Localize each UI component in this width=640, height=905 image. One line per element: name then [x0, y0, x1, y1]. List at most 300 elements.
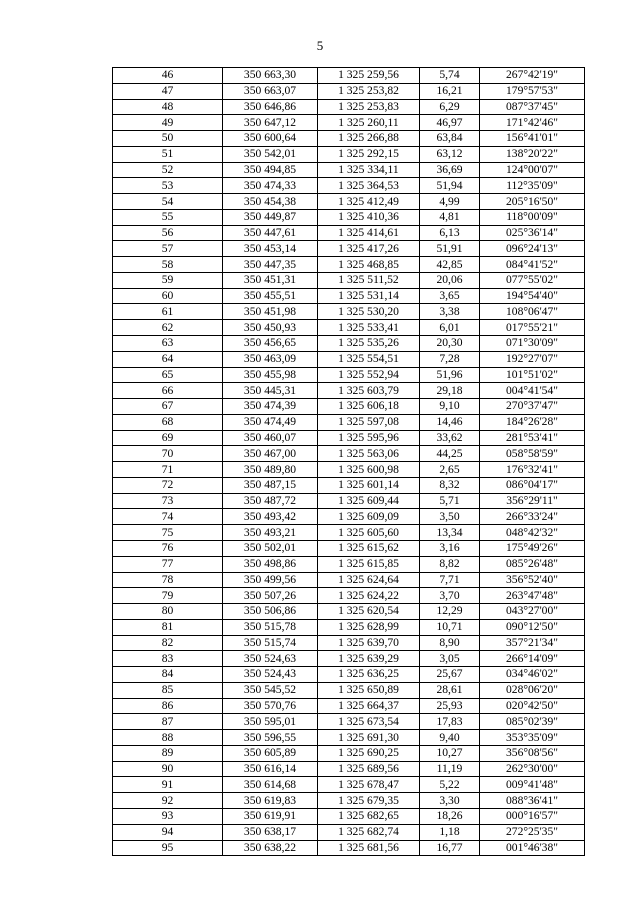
distance-cell: 36,69 — [420, 162, 480, 178]
table-row — [113, 304, 585, 320]
table-row — [113, 272, 585, 288]
point-number-cell: 71 — [113, 462, 223, 478]
bearing-cell: 058°58'59" — [480, 446, 585, 462]
table-row — [113, 115, 585, 131]
distance-cell: 3,05 — [420, 651, 480, 667]
x-coordinate-cell: 350 451,31 — [223, 272, 318, 288]
distance-cell: 2,65 — [420, 462, 480, 478]
point-number-cell: 70 — [113, 446, 223, 462]
bearing-cell: 184°26'28" — [480, 414, 585, 430]
y-coordinate-cell: 1 325 609,44 — [318, 493, 420, 509]
table-row — [113, 793, 585, 809]
x-coordinate-cell: 350 494,85 — [223, 162, 318, 178]
point-number-cell: 48 — [113, 99, 223, 115]
bearing-cell: 028°06'20" — [480, 682, 585, 698]
table-row — [113, 698, 585, 714]
y-coordinate-cell: 1 325 673,54 — [318, 714, 420, 730]
bearing-cell: 090°12'50" — [480, 619, 585, 635]
x-coordinate-cell: 350 646,86 — [223, 99, 318, 115]
x-coordinate-cell: 350 542,01 — [223, 146, 318, 162]
bearing-cell: 124°00'07" — [480, 162, 585, 178]
distance-cell: 6,29 — [420, 99, 480, 115]
bearing-cell: 357°21'34" — [480, 635, 585, 651]
distance-cell: 16,77 — [420, 840, 480, 856]
distance-cell: 5,74 — [420, 68, 480, 84]
distance-cell: 4,81 — [420, 209, 480, 225]
bearing-cell: 176°32'41" — [480, 462, 585, 478]
point-number-cell: 63 — [113, 336, 223, 352]
bearing-cell: 156°41'01" — [480, 131, 585, 147]
point-number-cell: 90 — [113, 761, 223, 777]
y-coordinate-cell: 1 325 682,65 — [318, 808, 420, 824]
point-number-cell: 86 — [113, 698, 223, 714]
table-row — [113, 351, 585, 367]
table-row — [113, 99, 585, 115]
x-coordinate-cell: 350 450,93 — [223, 320, 318, 336]
distance-cell: 20,30 — [420, 336, 480, 352]
y-coordinate-cell: 1 325 624,22 — [318, 588, 420, 604]
bearing-cell: 000°16'57" — [480, 808, 585, 824]
x-coordinate-cell: 350 619,91 — [223, 808, 318, 824]
y-coordinate-cell: 1 325 603,79 — [318, 383, 420, 399]
table-row — [113, 525, 585, 541]
bearing-cell: 171°42'46" — [480, 115, 585, 131]
distance-cell: 7,71 — [420, 572, 480, 588]
table-row — [113, 635, 585, 651]
point-number-cell: 95 — [113, 840, 223, 856]
x-coordinate-cell: 350 638,22 — [223, 840, 318, 856]
point-number-cell: 92 — [113, 793, 223, 809]
distance-cell: 8,82 — [420, 556, 480, 572]
bearing-cell: 084°41'52" — [480, 257, 585, 273]
coordinates-table-body — [113, 68, 585, 856]
point-number-cell: 58 — [113, 257, 223, 273]
y-coordinate-cell: 1 325 620,54 — [318, 604, 420, 620]
point-number-cell: 91 — [113, 777, 223, 793]
point-number-cell: 87 — [113, 714, 223, 730]
point-number-cell: 84 — [113, 667, 223, 683]
distance-cell: 9,10 — [420, 399, 480, 415]
y-coordinate-cell: 1 325 606,18 — [318, 399, 420, 415]
y-coordinate-cell: 1 325 260,11 — [318, 115, 420, 131]
x-coordinate-cell: 350 456,65 — [223, 336, 318, 352]
bearing-cell: 356°08'56" — [480, 745, 585, 761]
table-row — [113, 446, 585, 462]
bearing-cell: 004°41'54" — [480, 383, 585, 399]
y-coordinate-cell: 1 325 417,26 — [318, 241, 420, 257]
y-coordinate-cell: 1 325 468,85 — [318, 257, 420, 273]
y-coordinate-cell: 1 325 292,15 — [318, 146, 420, 162]
x-coordinate-cell: 350 507,26 — [223, 588, 318, 604]
y-coordinate-cell: 1 325 253,83 — [318, 99, 420, 115]
bearing-cell: 175°49'26" — [480, 540, 585, 556]
bearing-cell: 266°14'09" — [480, 651, 585, 667]
table-row — [113, 162, 585, 178]
table-row — [113, 509, 585, 525]
point-number-cell: 53 — [113, 178, 223, 194]
table-row — [113, 667, 585, 683]
y-coordinate-cell: 1 325 533,41 — [318, 320, 420, 336]
x-coordinate-cell: 350 545,52 — [223, 682, 318, 698]
table-row — [113, 588, 585, 604]
bearing-cell: 138°20'22" — [480, 146, 585, 162]
bearing-cell: 263°47'48" — [480, 588, 585, 604]
point-number-cell: 76 — [113, 540, 223, 556]
table-row — [113, 178, 585, 194]
point-number-cell: 54 — [113, 194, 223, 210]
y-coordinate-cell: 1 325 615,62 — [318, 540, 420, 556]
bearing-cell: 353°35'09" — [480, 730, 585, 746]
y-coordinate-cell: 1 325 679,35 — [318, 793, 420, 809]
bearing-cell: 071°30'09" — [480, 336, 585, 352]
distance-cell: 8,32 — [420, 477, 480, 493]
x-coordinate-cell: 350 489,80 — [223, 462, 318, 478]
point-number-cell: 85 — [113, 682, 223, 698]
point-number-cell: 56 — [113, 225, 223, 241]
point-number-cell: 52 — [113, 162, 223, 178]
y-coordinate-cell: 1 325 554,51 — [318, 351, 420, 367]
y-coordinate-cell: 1 325 552,94 — [318, 367, 420, 383]
x-coordinate-cell: 350 455,51 — [223, 288, 318, 304]
distance-cell: 3,70 — [420, 588, 480, 604]
x-coordinate-cell: 350 616,14 — [223, 761, 318, 777]
y-coordinate-cell: 1 325 639,70 — [318, 635, 420, 651]
point-number-cell: 67 — [113, 399, 223, 415]
bearing-cell: 192°27'07" — [480, 351, 585, 367]
point-number-cell: 61 — [113, 304, 223, 320]
x-coordinate-cell: 350 449,87 — [223, 209, 318, 225]
distance-cell: 5,22 — [420, 777, 480, 793]
distance-cell: 42,85 — [420, 257, 480, 273]
distance-cell: 25,93 — [420, 698, 480, 714]
x-coordinate-cell: 350 463,09 — [223, 351, 318, 367]
y-coordinate-cell: 1 325 690,25 — [318, 745, 420, 761]
table-row — [113, 604, 585, 620]
distance-cell: 51,94 — [420, 178, 480, 194]
distance-cell: 10,27 — [420, 745, 480, 761]
table-row — [113, 288, 585, 304]
point-number-cell: 60 — [113, 288, 223, 304]
y-coordinate-cell: 1 325 636,25 — [318, 667, 420, 683]
distance-cell: 16,21 — [420, 83, 480, 99]
point-number-cell: 73 — [113, 493, 223, 509]
x-coordinate-cell: 350 515,78 — [223, 619, 318, 635]
x-coordinate-cell: 350 499,56 — [223, 572, 318, 588]
point-number-cell: 47 — [113, 83, 223, 99]
bearing-cell: 085°02'39" — [480, 714, 585, 730]
table-row — [113, 320, 585, 336]
y-coordinate-cell: 1 325 678,47 — [318, 777, 420, 793]
y-coordinate-cell: 1 325 601,14 — [318, 477, 420, 493]
distance-cell: 3,30 — [420, 793, 480, 809]
x-coordinate-cell: 350 445,31 — [223, 383, 318, 399]
point-number-cell: 82 — [113, 635, 223, 651]
x-coordinate-cell: 350 595,01 — [223, 714, 318, 730]
distance-cell: 12,29 — [420, 604, 480, 620]
table-row — [113, 777, 585, 793]
x-coordinate-cell: 350 570,76 — [223, 698, 318, 714]
distance-cell: 7,28 — [420, 351, 480, 367]
bearing-cell: 088°36'41" — [480, 793, 585, 809]
x-coordinate-cell: 350 498,86 — [223, 556, 318, 572]
x-coordinate-cell: 350 515,74 — [223, 635, 318, 651]
distance-cell: 4,99 — [420, 194, 480, 210]
table-row — [113, 714, 585, 730]
y-coordinate-cell: 1 325 597,08 — [318, 414, 420, 430]
bearing-cell: 194°54'40" — [480, 288, 585, 304]
point-number-cell: 65 — [113, 367, 223, 383]
distance-cell: 6,13 — [420, 225, 480, 241]
point-number-cell: 66 — [113, 383, 223, 399]
distance-cell: 8,90 — [420, 635, 480, 651]
bearing-cell: 077°55'02" — [480, 272, 585, 288]
y-coordinate-cell: 1 325 628,99 — [318, 619, 420, 635]
table-row — [113, 68, 585, 84]
y-coordinate-cell: 1 325 414,61 — [318, 225, 420, 241]
bearing-cell: 048°42'32" — [480, 525, 585, 541]
point-number-cell: 80 — [113, 604, 223, 620]
point-number-cell: 62 — [113, 320, 223, 336]
y-coordinate-cell: 1 325 266,88 — [318, 131, 420, 147]
y-coordinate-cell: 1 325 624,64 — [318, 572, 420, 588]
distance-cell: 14,46 — [420, 414, 480, 430]
table-row — [113, 131, 585, 147]
x-coordinate-cell: 350 596,55 — [223, 730, 318, 746]
x-coordinate-cell: 350 460,07 — [223, 430, 318, 446]
bearing-cell: 086°04'17" — [480, 477, 585, 493]
bearing-cell: 101°51'02" — [480, 367, 585, 383]
y-coordinate-cell: 1 325 682,74 — [318, 824, 420, 840]
table-row — [113, 462, 585, 478]
point-number-cell: 57 — [113, 241, 223, 257]
table-row — [113, 336, 585, 352]
table-row — [113, 209, 585, 225]
bearing-cell: 270°37'47" — [480, 399, 585, 415]
y-coordinate-cell: 1 325 691,30 — [318, 730, 420, 746]
bearing-cell: 356°52'40" — [480, 572, 585, 588]
bearing-cell: 262°30'00" — [480, 761, 585, 777]
x-coordinate-cell: 350 619,83 — [223, 793, 318, 809]
y-coordinate-cell: 1 325 689,56 — [318, 761, 420, 777]
x-coordinate-cell: 350 614,68 — [223, 777, 318, 793]
x-coordinate-cell: 350 474,49 — [223, 414, 318, 430]
bearing-cell: 272°25'35" — [480, 824, 585, 840]
point-number-cell: 93 — [113, 808, 223, 824]
point-number-cell: 59 — [113, 272, 223, 288]
bearing-cell: 017°55'21" — [480, 320, 585, 336]
x-coordinate-cell: 350 455,98 — [223, 367, 318, 383]
table-row — [113, 682, 585, 698]
distance-cell: 51,96 — [420, 367, 480, 383]
point-number-cell: 68 — [113, 414, 223, 430]
point-number-cell: 89 — [113, 745, 223, 761]
x-coordinate-cell: 350 524,63 — [223, 651, 318, 667]
distance-cell: 3,65 — [420, 288, 480, 304]
point-number-cell: 88 — [113, 730, 223, 746]
table-row — [113, 808, 585, 824]
distance-cell: 17,83 — [420, 714, 480, 730]
distance-cell: 29,18 — [420, 383, 480, 399]
table-row — [113, 840, 585, 856]
bearing-cell: 096°24'13" — [480, 241, 585, 257]
y-coordinate-cell: 1 325 563,06 — [318, 446, 420, 462]
table-row — [113, 83, 585, 99]
y-coordinate-cell: 1 325 259,56 — [318, 68, 420, 84]
x-coordinate-cell: 350 447,35 — [223, 257, 318, 273]
bearing-cell: 087°37'45" — [480, 99, 585, 115]
table-row — [113, 824, 585, 840]
bearing-cell: 266°33'24" — [480, 509, 585, 525]
x-coordinate-cell: 350 474,33 — [223, 178, 318, 194]
table-row — [113, 730, 585, 746]
distance-cell: 63,84 — [420, 131, 480, 147]
y-coordinate-cell: 1 325 639,29 — [318, 651, 420, 667]
y-coordinate-cell: 1 325 605,60 — [318, 525, 420, 541]
table-row — [113, 241, 585, 257]
x-coordinate-cell: 350 493,21 — [223, 525, 318, 541]
x-coordinate-cell: 350 600,64 — [223, 131, 318, 147]
table-row — [113, 651, 585, 667]
x-coordinate-cell: 350 605,89 — [223, 745, 318, 761]
point-number-cell: 74 — [113, 509, 223, 525]
x-coordinate-cell: 350 524,43 — [223, 667, 318, 683]
point-number-cell: 83 — [113, 651, 223, 667]
point-number-cell: 79 — [113, 588, 223, 604]
distance-cell: 11,19 — [420, 761, 480, 777]
bearing-cell: 009°41'48" — [480, 777, 585, 793]
y-coordinate-cell: 1 325 609,09 — [318, 509, 420, 525]
table-row — [113, 367, 585, 383]
x-coordinate-cell: 350 506,86 — [223, 604, 318, 620]
x-coordinate-cell: 350 474,39 — [223, 399, 318, 415]
bearing-cell: 205°16'50" — [480, 194, 585, 210]
distance-cell: 3,16 — [420, 540, 480, 556]
point-number-cell: 94 — [113, 824, 223, 840]
table-row — [113, 619, 585, 635]
table-row — [113, 194, 585, 210]
point-number-cell: 72 — [113, 477, 223, 493]
bearing-cell: 179°57'53" — [480, 83, 585, 99]
point-number-cell: 50 — [113, 131, 223, 147]
y-coordinate-cell: 1 325 600,98 — [318, 462, 420, 478]
y-coordinate-cell: 1 325 650,89 — [318, 682, 420, 698]
bearing-cell: 112°35'09" — [480, 178, 585, 194]
table-row — [113, 414, 585, 430]
bearing-cell: 356°29'11" — [480, 493, 585, 509]
distance-cell: 3,38 — [420, 304, 480, 320]
bearing-cell: 025°36'14" — [480, 225, 585, 241]
x-coordinate-cell: 350 493,42 — [223, 509, 318, 525]
y-coordinate-cell: 1 325 334,11 — [318, 162, 420, 178]
bearing-cell: 267°42'19" — [480, 68, 585, 84]
point-number-cell: 69 — [113, 430, 223, 446]
point-number-cell: 78 — [113, 572, 223, 588]
y-coordinate-cell: 1 325 664,37 — [318, 698, 420, 714]
distance-cell: 33,62 — [420, 430, 480, 446]
x-coordinate-cell: 350 638,17 — [223, 824, 318, 840]
table-row — [113, 493, 585, 509]
y-coordinate-cell: 1 325 364,53 — [318, 178, 420, 194]
distance-cell: 28,61 — [420, 682, 480, 698]
coordinates-table — [112, 67, 585, 856]
table-row — [113, 225, 585, 241]
table-row — [113, 761, 585, 777]
distance-cell: 18,26 — [420, 808, 480, 824]
point-number-cell: 77 — [113, 556, 223, 572]
y-coordinate-cell: 1 325 253,82 — [318, 83, 420, 99]
table-row — [113, 540, 585, 556]
distance-cell: 63,12 — [420, 146, 480, 162]
y-coordinate-cell: 1 325 531,14 — [318, 288, 420, 304]
bearing-cell: 001°46'38" — [480, 840, 585, 856]
x-coordinate-cell: 350 454,38 — [223, 194, 318, 210]
x-coordinate-cell: 350 453,14 — [223, 241, 318, 257]
table-row — [113, 146, 585, 162]
point-number-cell: 75 — [113, 525, 223, 541]
distance-cell: 20,06 — [420, 272, 480, 288]
x-coordinate-cell: 350 502,01 — [223, 540, 318, 556]
bearing-cell: 043°27'00" — [480, 604, 585, 620]
point-number-cell: 55 — [113, 209, 223, 225]
table-row — [113, 745, 585, 761]
point-number-cell: 46 — [113, 68, 223, 84]
point-number-cell: 49 — [113, 115, 223, 131]
y-coordinate-cell: 1 325 511,52 — [318, 272, 420, 288]
x-coordinate-cell: 350 487,72 — [223, 493, 318, 509]
y-coordinate-cell: 1 325 412,49 — [318, 194, 420, 210]
table-row — [113, 383, 585, 399]
x-coordinate-cell: 350 647,12 — [223, 115, 318, 131]
x-coordinate-cell: 350 467,00 — [223, 446, 318, 462]
table-row — [113, 430, 585, 446]
y-coordinate-cell: 1 325 681,56 — [318, 840, 420, 856]
point-number-cell: 51 — [113, 146, 223, 162]
bearing-cell: 108°06'47" — [480, 304, 585, 320]
y-coordinate-cell: 1 325 530,20 — [318, 304, 420, 320]
distance-cell: 46,97 — [420, 115, 480, 131]
distance-cell: 25,67 — [420, 667, 480, 683]
distance-cell: 6,01 — [420, 320, 480, 336]
table-row — [113, 477, 585, 493]
page-number: 5 — [316, 38, 324, 53]
bearing-cell: 020°42'50" — [480, 698, 585, 714]
table-row — [113, 556, 585, 572]
distance-cell: 10,71 — [420, 619, 480, 635]
x-coordinate-cell: 350 487,15 — [223, 477, 318, 493]
distance-cell: 13,34 — [420, 525, 480, 541]
distance-cell: 3,50 — [420, 509, 480, 525]
x-coordinate-cell: 350 451,98 — [223, 304, 318, 320]
distance-cell: 9,40 — [420, 730, 480, 746]
x-coordinate-cell: 350 663,07 — [223, 83, 318, 99]
bearing-cell: 281°53'41" — [480, 430, 585, 446]
x-coordinate-cell: 350 447,61 — [223, 225, 318, 241]
y-coordinate-cell: 1 325 535,26 — [318, 336, 420, 352]
table-row — [113, 257, 585, 273]
bearing-cell: 118°00'09" — [480, 209, 585, 225]
bearing-cell: 034°46'02" — [480, 667, 585, 683]
y-coordinate-cell: 1 325 595,96 — [318, 430, 420, 446]
point-number-cell: 64 — [113, 351, 223, 367]
table-row — [113, 399, 585, 415]
distance-cell: 51,91 — [420, 241, 480, 257]
distance-cell: 44,25 — [420, 446, 480, 462]
y-coordinate-cell: 1 325 410,36 — [318, 209, 420, 225]
table-row — [113, 572, 585, 588]
distance-cell: 1,18 — [420, 824, 480, 840]
bearing-cell: 085°26'48" — [480, 556, 585, 572]
x-coordinate-cell: 350 663,30 — [223, 68, 318, 84]
